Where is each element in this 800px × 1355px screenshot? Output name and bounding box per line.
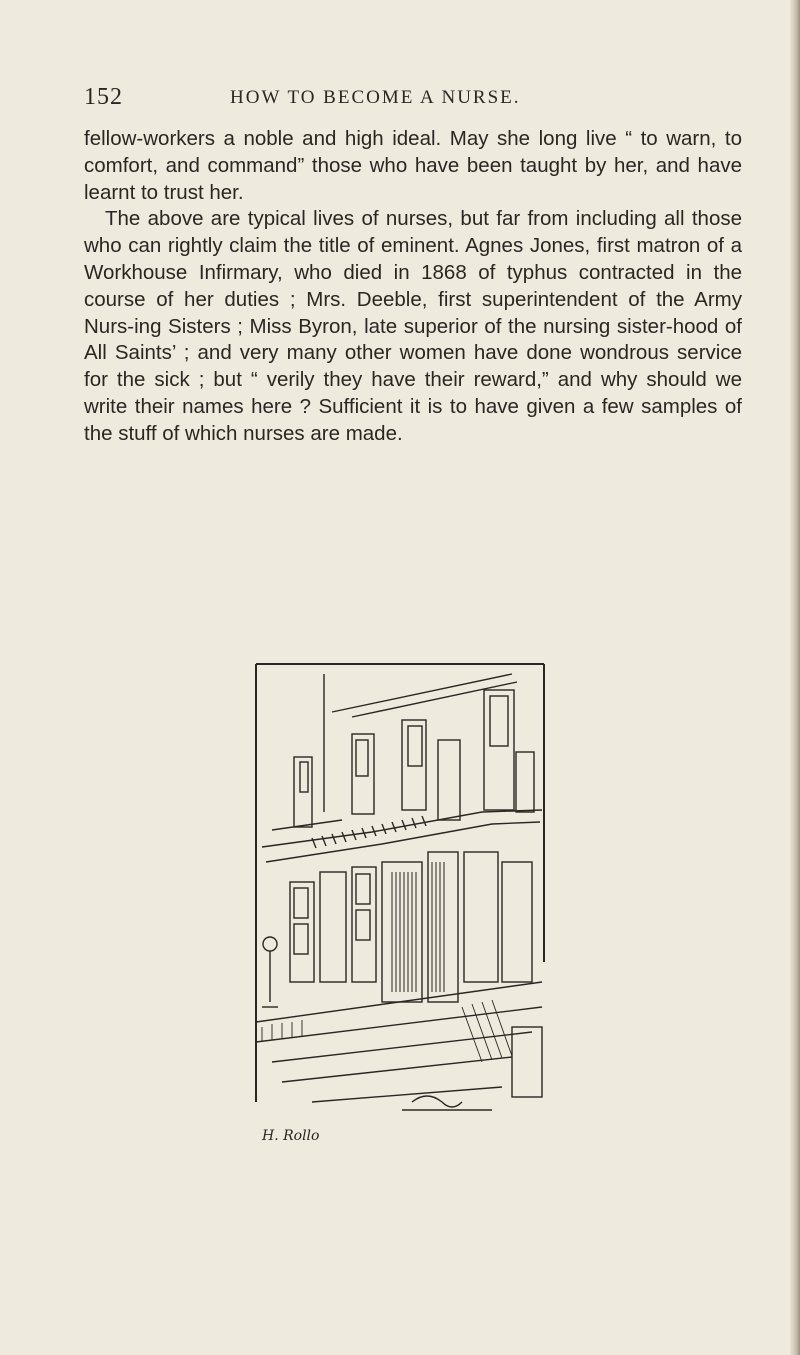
paragraph-2: The above are typical lives of nurses, but far from including all those who can rightly claim the title of eminent. Agnes Jones, first matron of a Workhouse Infirmary, who died in 1868 of typhus contracted in the course of her duties ; Mrs. Deeble, first superintendent of the Army Nurs-ing Sisters ; Miss Byron, late superior of the nursing sister-hood of All Saints’ ; and very many other women have done wondrous service for the sick ; but “ verily they have their reward,” and why should we write their names here ? Sufficient it is to have given a few samples of the stuff of which nurses are made. <box>84 207 742 445</box>
ward-sketch <box>252 662 548 1162</box>
illustration <box>252 662 548 1162</box>
paragraph-1: fellow-workers a noble and high ideal. May she long live “ to warn, to comfort, and command” those who have been taught by her, and have learnt to trust her. <box>84 127 742 204</box>
page-edge <box>790 0 800 1355</box>
running-title: HOW TO BECOME A NURSE. <box>230 87 521 108</box>
page-header <box>84 84 744 114</box>
body-text <box>84 126 742 448</box>
page-number: 152 <box>84 84 123 110</box>
illustration-signature: H. Rollo <box>262 1128 320 1144</box>
